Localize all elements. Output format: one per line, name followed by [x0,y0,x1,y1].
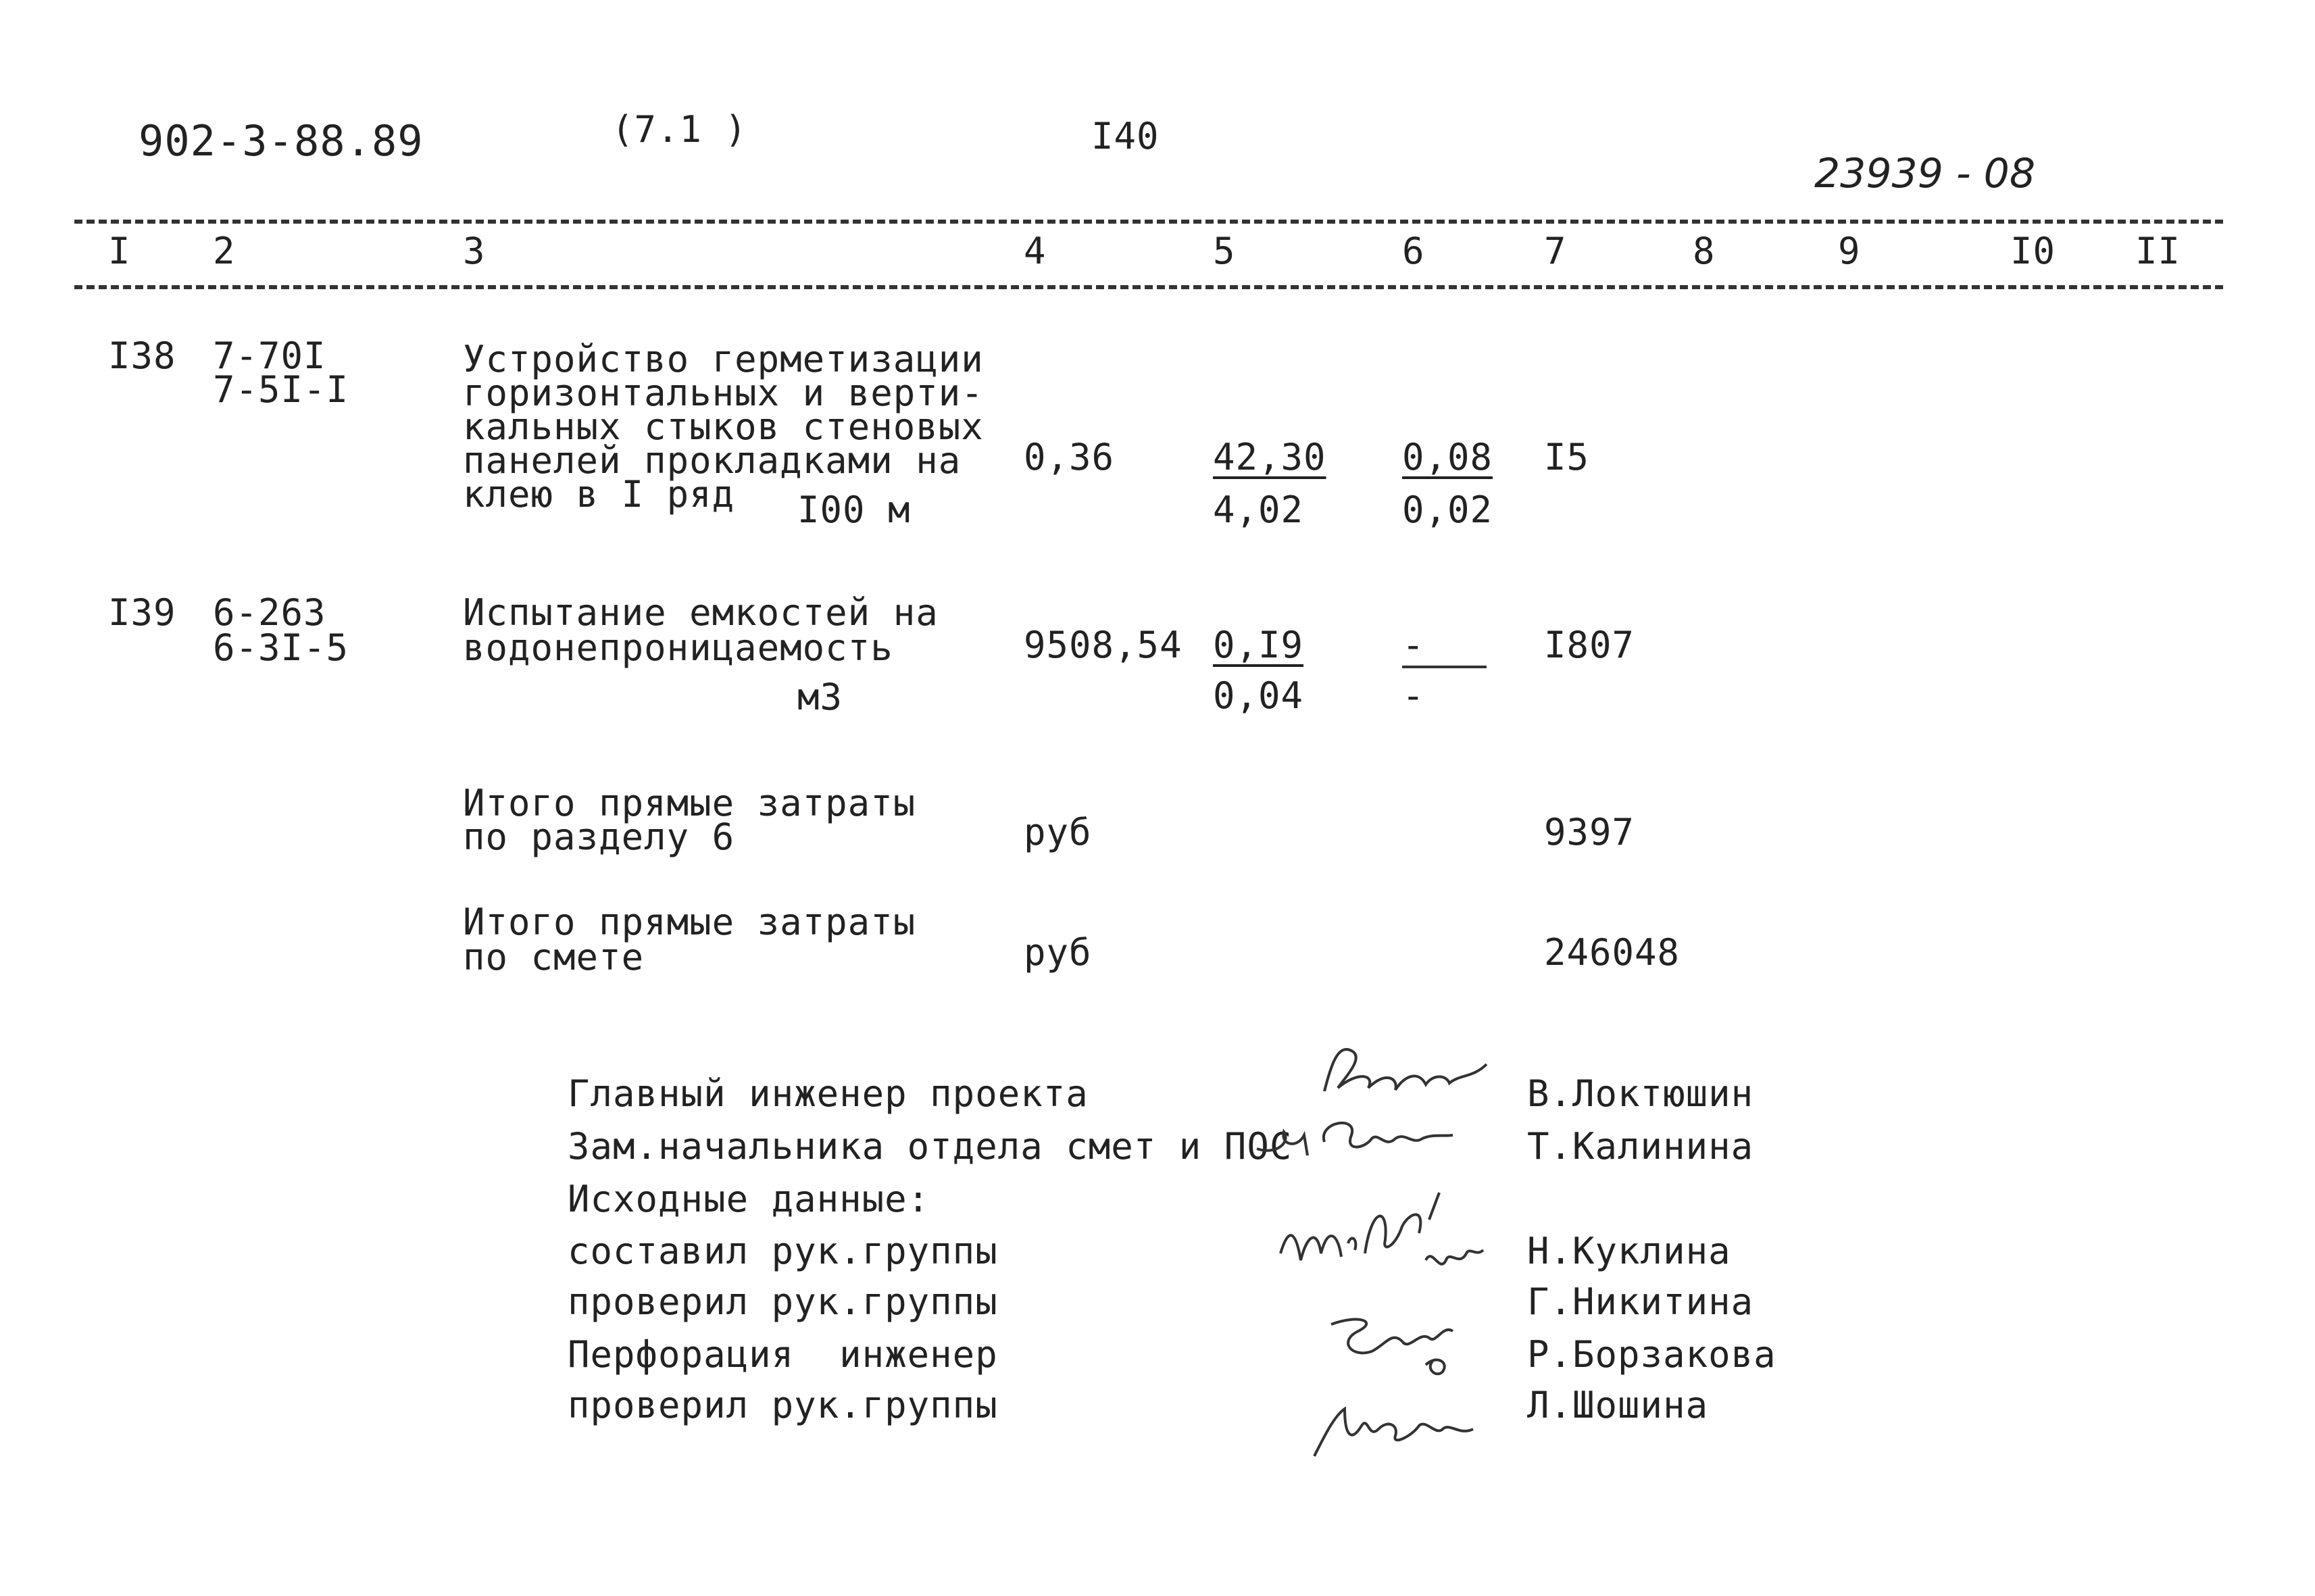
column-header: 2 [213,230,236,272]
work-description: Испытание емкостей на [463,591,939,634]
signatory-role: Главный инженер проекта [568,1072,1089,1115]
signatory-role: Перфорация инженер [568,1333,998,1376]
document-code: 902-3-88.89 [139,116,424,166]
total-value: 246048 [1544,931,1681,974]
total-label: по разделу 6 [463,816,735,858]
handwritten-signature [1318,1304,1487,1378]
unit-cost-wages: 4,02 [1213,489,1304,531]
unit-cost: 0,I9 [1213,624,1304,666]
work-description: кальных стыков стеновых [463,405,984,448]
handwritten-signature [1304,1389,1487,1463]
work-description: панелей прокладками на [463,439,962,482]
column-header: II [2135,230,2181,272]
machine-cost: - [1402,624,1425,666]
column-header: 5 [1213,230,1236,272]
unit-cost-wages: 0,04 [1213,674,1304,717]
unit-cost: 42,30 [1213,436,1326,478]
column-header: I0 [2010,230,2056,272]
machine-cost-wages: - [1402,674,1425,717]
column-header: 9 [1838,230,1861,272]
handwritten-signature [1311,1037,1514,1112]
norm-code: 6-3I-5 [213,626,349,669]
handwritten-signature [1270,1179,1493,1294]
total-unit: руб [1024,811,1092,853]
quantity: 0,36 [1024,436,1115,478]
total-cost: I807 [1544,624,1635,666]
signatory-name: В.Локтюшин [1527,1072,1754,1115]
signatory-role: составил рук.группы [568,1230,998,1272]
norm-code: 6-263 [213,591,326,634]
total-label: Итого прямые затраты [463,901,916,943]
row-number: I38 [108,334,176,377]
machine-cost-underline [1402,666,1487,668]
unit-of-measure: м3 [797,676,843,718]
signatory-name: Р.Борзакова [1527,1333,1776,1376]
signatory-name: Т.Калинина [1527,1125,1754,1168]
work-description: водонепроницаемость [463,626,893,669]
machine-cost: 0,08 [1402,436,1493,478]
signatory-role: Зам.начальника отдела смет и ПОС [568,1125,1293,1168]
work-description: клею в I ряд [463,473,735,516]
section-reference: (7.1 ) [612,108,748,151]
header-top-rule [74,220,2223,224]
norm-code: 7-70I [213,334,326,377]
handwritten-signature [1250,1108,1480,1169]
total-unit: руб [1024,931,1092,974]
column-header: I [108,230,131,272]
header-bottom-rule [74,285,2223,289]
total-label: по смете [463,936,645,978]
column-header: 3 [463,230,486,272]
work-description: Устройство герметизации [463,338,984,380]
work-description: горизонтальных и верти- [463,372,984,414]
total-value: 9397 [1544,811,1635,853]
section-subheading: Исходные данные: [568,1178,930,1220]
inventory-number: 23939 - 08 [1814,150,2036,197]
row-number: I39 [108,591,176,634]
signatory-name: Г.Никитина [1527,1280,1754,1323]
quantity: 9508,54 [1024,624,1183,666]
column-header: 7 [1544,230,1567,272]
signatory-role: проверил рук.группы [568,1384,998,1426]
column-header: 6 [1402,230,1425,272]
signatory-name: Н.Куклина [1527,1230,1731,1272]
signatory-role: проверил рук.группы [568,1280,998,1323]
total-cost: I5 [1544,436,1590,478]
total-label: Итого прямые затраты [463,782,916,824]
machine-cost-wages: 0,02 [1402,489,1493,531]
unit-of-measure: I00 м [797,489,911,531]
signatory-name: Л.Шошина [1527,1384,1709,1426]
column-header: 8 [1693,230,1716,272]
norm-code: 7-5I-I [213,368,349,411]
page-number: I40 [1091,115,1160,157]
column-header: 4 [1024,230,1047,272]
